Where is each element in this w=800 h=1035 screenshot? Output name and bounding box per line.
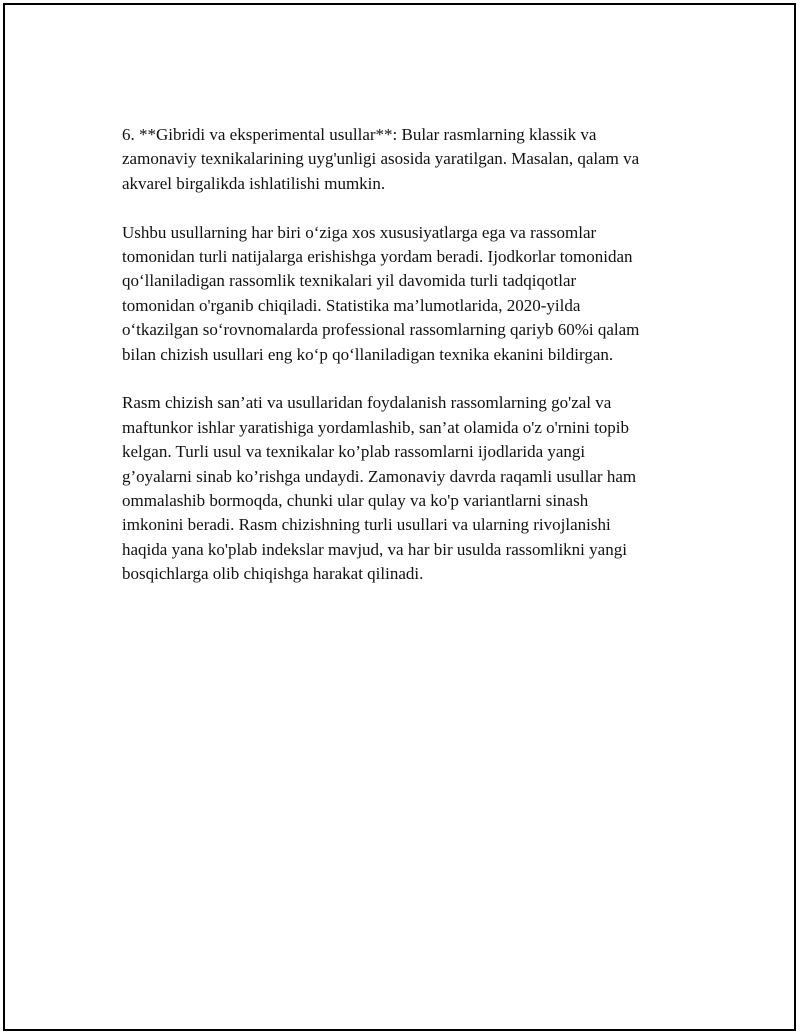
paragraph-techniques-statistics: Ushbu usullarning har biri o‘ziga xos xususiyatlarga ega va rassomlar tomonidan turli natijalarga erishishga yordam beradi. Ijodkorlar tomonidan qo‘llaniladigan rassomlik texnikalari yil davomida turli tadqiqotlar tomonidan o'rganib chiqiladi. Statistika ma’lumotlarida, 2020-yilda o‘tkazilgan so‘rovnomalarda professional rassomlarning qariyb 60%i qalam bilan chizish usullari eng ko‘p qo‘llaniladigan texnika ekanini bildirgan. — [122, 222, 640, 364]
document-body — [122, 123, 702, 611]
paragraph-conclusion: Rasm chizish san’ati va usullaridan foydalanish rassomlarning go'zal va maftunkor ishlar yaratishiga yordamlashib, san’at olamida o'z o'rnini topib kelgan. Turli usul va texnikalar ko’plab rassomlarni ijodlarida yangi g’oyalarni sinab ko’rishga undaydi. Zamonaviy davrda raqamli usullar ham ommalashib bormoqda, chunki ular qulay va ko'p variantlarni sinash imkonini beradi. Rasm chizishning turli usullari va ularning rivojlanishi haqida yana ko'plab indekslar mavjud, va har bir usulda rassomlikni yangi bosqichlarga olib chiqishga harakat qilinadi. — [122, 393, 637, 584]
page-frame — [3, 3, 796, 1031]
paragraph-hybrid-methods: 6. **Gibridi va eksperimental usullar**: Bular rasmlarning klassik va zamonaviy texnikalarining uyg'unligi asosida yaratilgan. Masalan, qalam va akvarel birgalikda ishlatilishi mumkin. — [122, 125, 640, 193]
